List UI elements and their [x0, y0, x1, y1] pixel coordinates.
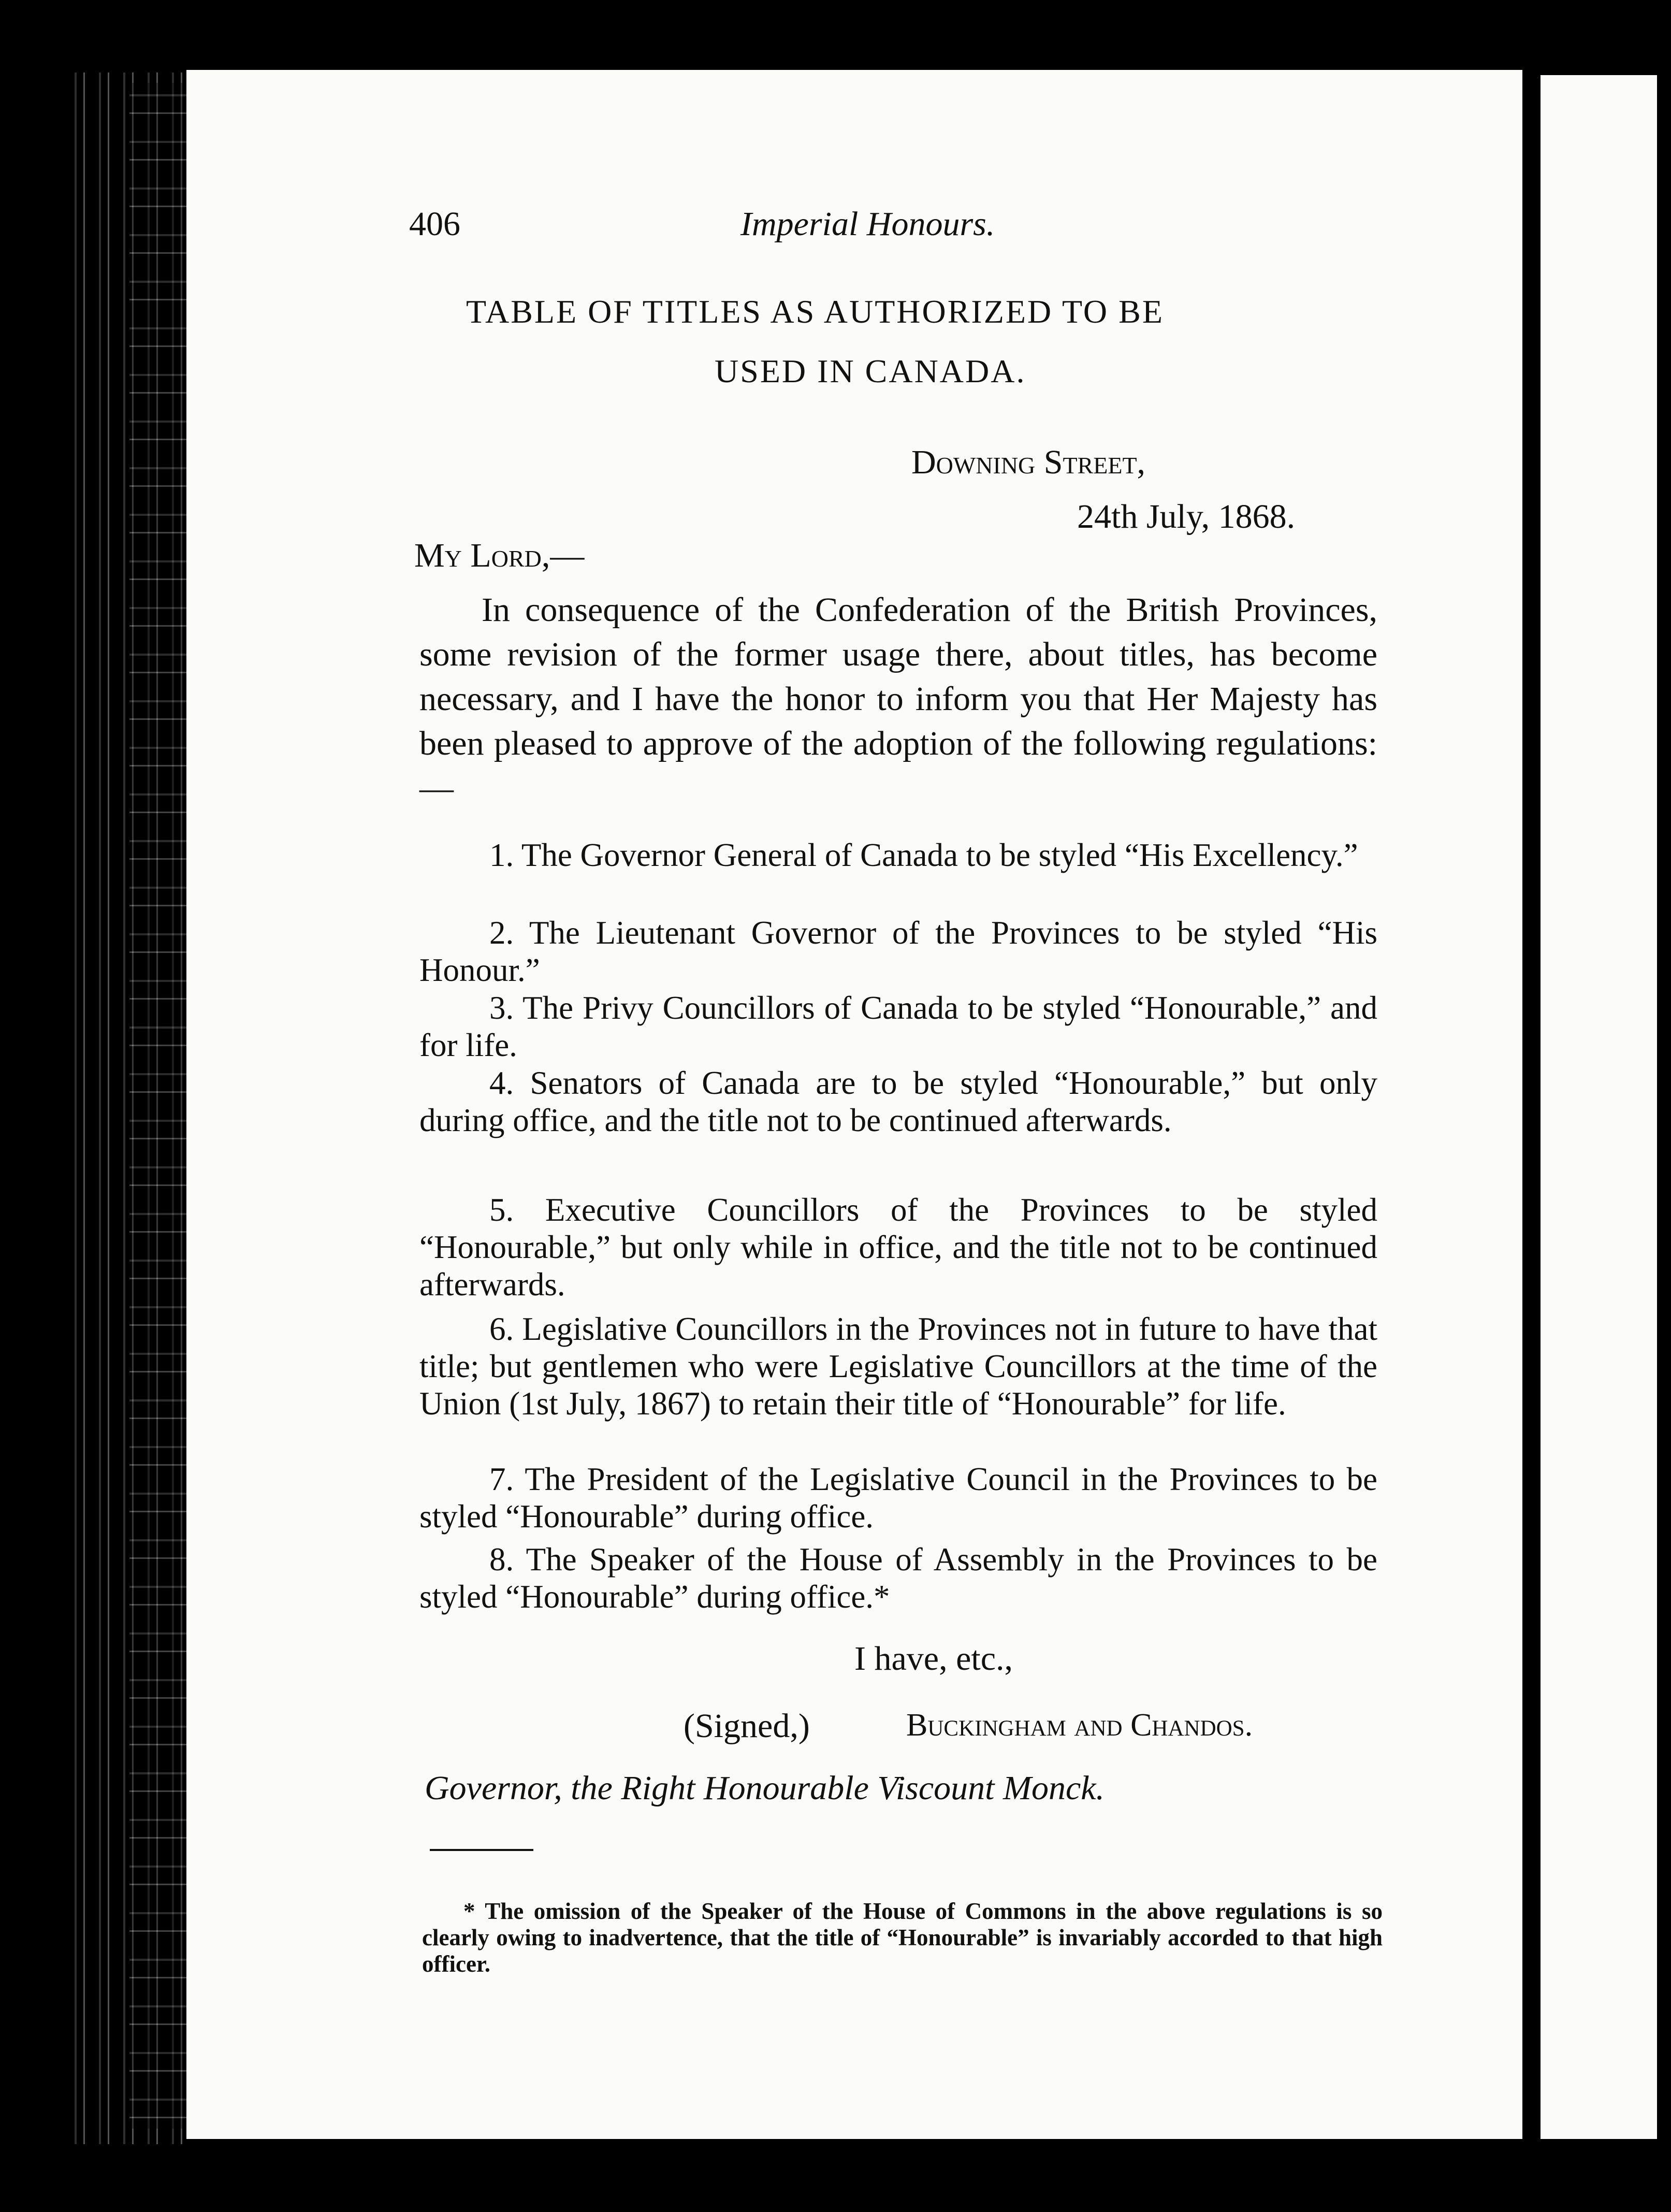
page-number: 406 [409, 205, 460, 243]
addressee: Governor, the Right Honourable Viscount Monck. [425, 1769, 1105, 1807]
regulation-8: 8. The Speaker of the House of Assembly in the Provinces to be styled “Honourable” during office.* [419, 1541, 1377, 1615]
closing: I have, etc., [854, 1640, 1013, 1678]
signed-label: (Signed,) [684, 1707, 810, 1745]
regulation-1: 1. The Governor General of Canada to be styled “His Excellency.” [489, 837, 1358, 873]
heading-line-1: TABLE OF TITLES AS AUTHORIZED TO BE [466, 293, 1164, 330]
dateline-place: Downing Street, [911, 443, 1146, 481]
dateline-date: 24th July, 1868. [1077, 498, 1296, 536]
regulation-7: 7. The President of the Legislative Council in the Provinces to be styled “Honourable” during office. [419, 1461, 1377, 1535]
footnote-rule [430, 1849, 533, 1851]
footnote: * The omission of the Speaker of the House of Commons in the above regulations is so clearly owing to inadvertence, that the title of “Honourable” is invariably accorded to that high officer. [422, 1898, 1383, 1977]
heading-line-2: USED IN CANADA. [715, 353, 1026, 389]
regulation-6: 6. Legislative Councillors in the Provinces not in future to have that title; but gentlemen who were Legislative Councillors at the time of the Union (1st July, 1867) to retain their title of “Honourable” for life. [419, 1311, 1377, 1422]
signatory: Buckingham and Chandos. [906, 1708, 1253, 1743]
salutation: My Lord,— [414, 537, 585, 574]
regulation-3: 3. The Privy Councillors of Canada to be styled “Honourable,” and for life. [419, 990, 1377, 1063]
intro-paragraph: In consequence of the Confederation of the British Provinces, some revision of the former usage there, about titles, has become necessary, and I have the honor to inform you that Her Majesty has been pleased to approve of the adoption of the following regulations:— [419, 591, 1377, 807]
regulation-5: 5. Executive Councillors of the Provinces to be styled “Honourable,” but only while in office, and the title not to be continued afterwards. [419, 1192, 1377, 1303]
running-title: Imperial Honours. [740, 205, 995, 243]
regulation-2: 2. The Lieutenant Governor of the Provinces to be styled “His Honour.” [419, 915, 1377, 988]
regulation-4: 4. Senators of Canada are to be styled “Honourable,” but only during office, and the title not to be continued afterwards. [419, 1065, 1377, 1138]
